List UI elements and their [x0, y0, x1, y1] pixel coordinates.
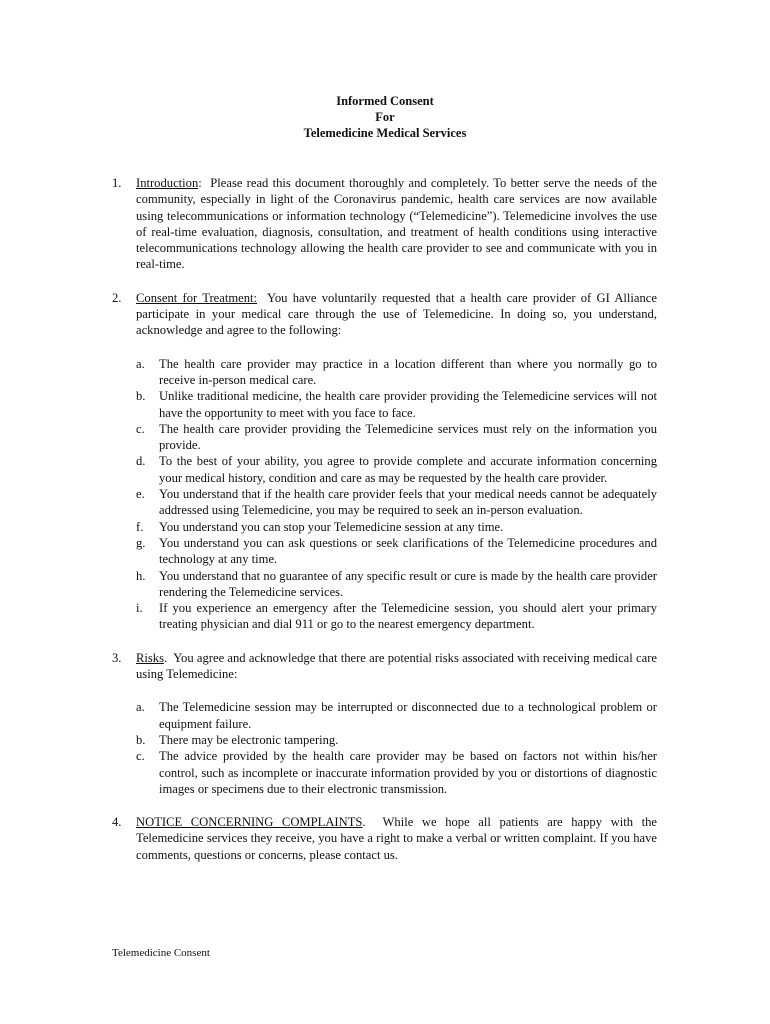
- list-item: f. You understand you can stop your Telemedicine session at any time.: [136, 519, 504, 534]
- section-text: While we hope all patients are happy with the Telemedicine services they receive, you have a right to make a verbal or written complaint. If you have comments, questions or concerns, please contact us.: [136, 815, 657, 862]
- list-item: a. The Telemedicine session may be interrupted or disconnected due to a technological problem or equipment failure.: [136, 700, 657, 731]
- section-number: 1.: [112, 176, 122, 190]
- section-heading: NOTICE CONCERNING COMPLAINTS: [136, 815, 363, 830]
- list-item: h. You understand that no guarantee of any specific result or cure is made by the health care provider rendering the Telemedicine services.: [136, 568, 657, 599]
- document-body: [112, 175, 657, 863]
- section-number: 4.: [112, 815, 122, 830]
- section-risks: [112, 650, 657, 797]
- list-item: b. Unlike traditional medicine, the health care provider providing the Telemedicine services will not have the opportunity to meet with you face to face.: [136, 389, 657, 420]
- section-notice-complaints: [112, 814, 657, 863]
- list-item: g. You understand you can ask questions or seek clarifications of the Telemedicine procedures and technology at any time.: [136, 535, 657, 567]
- risks-list: [136, 699, 657, 797]
- section-paragraph: NOTICE CONCERNING COMPLAINTS. While we hope all patients are happy with the Telemedicine services they receive, you have a right to make a verbal or written complaint. If you have comments, questions or concerns, please contact us.: [136, 815, 657, 862]
- section-consent-for-treatment: [112, 290, 657, 633]
- section-text: You agree and acknowledge that there are potential risks associated with receiving medical care using Telemedicine:: [136, 650, 657, 682]
- list-item: e. You understand that if the health care provider feels that your medical needs cannot be adequately addressed using Telemedicine, you may be required to seek an in-person evaluation.: [136, 487, 657, 518]
- section-paragraph: Risks. You agree and acknowledge that there are potential risks associated with receiving medical care using Telemedicine:: [136, 650, 657, 682]
- section-heading: Introduction: [136, 176, 199, 190]
- list-item: c. The health care provider providing the Telemedicine services must rely on the information you provide.: [136, 421, 657, 453]
- consent-list: [136, 356, 657, 633]
- section-number: 3.: [112, 650, 122, 665]
- section-text: Please read this document thoroughly and completely. To better serve the needs of the community, especially in light of the Coronavirus pandemic, health care services are now available using telecommunications or information technology (“Telemedicine”). Telemedicine involves the use of real-time evaluation, diagnosis, consultation, and treatment of health conditions using interactive telecommunications technology allowing the health care provider to see and communicate with you in real-time.: [136, 176, 657, 272]
- section-paragraph: [136, 290, 657, 339]
- section-number: 2.: [112, 290, 122, 305]
- section-paragraph: Introduction: Please read this document thoroughly and completely. To better serve the needs of the community, especially in light of the Coronavirus pandemic, health care services are now available using telecommunications or information technology (“Telemedicine”). Telemedicine involves the use of real-time evaluation, diagnosis, consultation, and treatment of health conditions using interactive telecommunications technology allowing the health care provider to see and communicate with you in real-time.: [136, 176, 657, 272]
- section-introduction: [112, 175, 657, 273]
- title-line-2: For: [375, 110, 395, 124]
- page-footer: Telemedicine Consent: [112, 947, 210, 959]
- section-heading: Consent for Treatment:: [136, 290, 258, 305]
- list-item: a. The health care provider may practice in a location different than where you normally go to receive in-person medical care.: [136, 356, 657, 387]
- document-title: [0, 93, 770, 141]
- title-line-1: Informed Consent: [336, 94, 434, 108]
- list-item: b. There may be electronic tampering.: [136, 732, 339, 747]
- title-line-3: Telemedicine Medical Services: [303, 126, 467, 140]
- list-item: i. If you experience an emergency after the Telemedicine session, you should alert your primary treating physician and dial 911 or go to the nearest emergency department.: [136, 601, 657, 632]
- section-heading: Risks: [136, 650, 164, 665]
- list-item: c. The advice provided by the health care provider may be based on factors not within his/her control, such as incomplete or inaccurate information provided by you or distortions of diagnostic images or specimens due to their electronic transmission.: [136, 749, 657, 796]
- list-item: d. To the best of your ability, you agree to provide complete and accurate information concerning your medical history, condition and care as may be requested by the health care provider.: [136, 454, 657, 485]
- section-text: You have voluntarily requested that a health care provider of GI Alliance participate in your medical care through the use of Telemedicine. In doing so, you understand, acknowledge and agree to the following:: [136, 290, 657, 338]
